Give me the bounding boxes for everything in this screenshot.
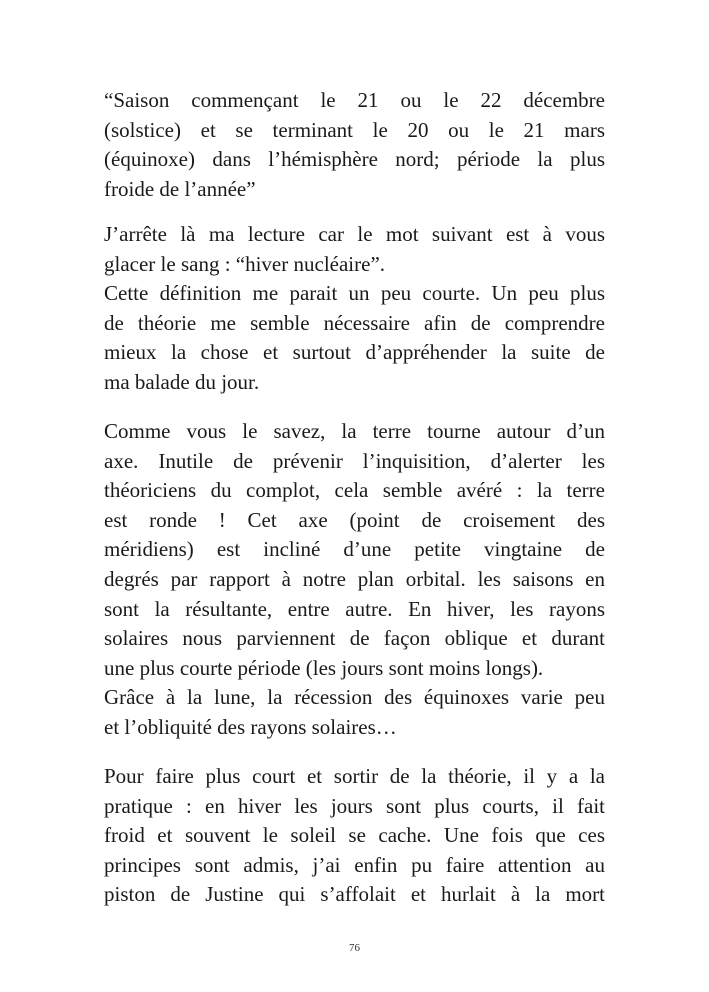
text-line: sont la résultante, entre autre. En hiver, les rayons: [104, 596, 605, 621]
paragraph-1: [104, 86, 605, 204]
text-line: (équinoxe) dans l’hémisphère nord; période la plus: [104, 147, 605, 172]
text-line: pratique : en hiver les jours sont plus courts, il fait: [104, 793, 605, 818]
text-line: Cette définition me parait un peu courte. Un peu plus: [104, 281, 605, 306]
text-line: (solstice) et se terminant le 20 ou le 21 mars: [104, 117, 605, 142]
paragraph-4: [104, 762, 605, 910]
text-line: Grâce à la lune, la récession des équinoxes varie peu: [104, 685, 605, 710]
text-line: solaires nous parviennent de façon oblique et durant: [104, 626, 605, 651]
page-number: 76: [349, 942, 360, 954]
text-line: ma balade du jour.: [104, 369, 260, 394]
text-line: glacer le sang : “hiver nucléaire”.: [104, 251, 386, 276]
paragraph-2: [104, 220, 605, 398]
text-line: degrés par rapport à notre plan orbital. les saisons en: [104, 566, 605, 591]
text-line: méridiens) est incliné d’une petite vingtaine de: [104, 537, 605, 562]
text-line: axe. Inutile de prévenir l’inquisition, d’alerter les: [104, 448, 605, 473]
body-text-4: [104, 762, 605, 910]
text-line: J’arrête là ma lecture car le mot suivant est à vous: [104, 222, 605, 246]
paragraph-3: [104, 417, 605, 743]
text-line: de théorie me semble nécessaire afin de comprendre: [104, 310, 605, 335]
text-line: froid et souvent le soleil se cache. Une fois que ces: [104, 823, 605, 848]
text-line: Comme vous le savez, la terre tourne autour d’un: [104, 419, 605, 443]
text-line: une plus courte période (les jours sont moins longs).: [104, 655, 544, 680]
text-line: piston de Justine qui s’affolait et hurlait à la mort: [104, 882, 605, 907]
text-line: Pour faire plus court et sortir de la théorie, il y a la: [104, 764, 605, 788]
body-text-2: [104, 220, 605, 398]
text-line: mieux la chose et surtout d’appréhender la suite de: [104, 340, 605, 365]
body-text: [104, 86, 605, 204]
text-line: théoriciens du complot, cela semble avéré : la terre: [104, 478, 605, 503]
text-line: est ronde ! Cet axe (point de croisement des: [104, 507, 605, 532]
text-line: froide de l’année”: [104, 176, 256, 201]
text-line: “Saison commençant le 21 ou le 22 décembre: [104, 88, 605, 112]
text-line: principes sont admis, j’ai enfin pu faire attention au: [104, 852, 605, 877]
body-text-3: [104, 417, 605, 743]
text-line: et l’obliquité des rayons solaires…: [104, 714, 397, 739]
